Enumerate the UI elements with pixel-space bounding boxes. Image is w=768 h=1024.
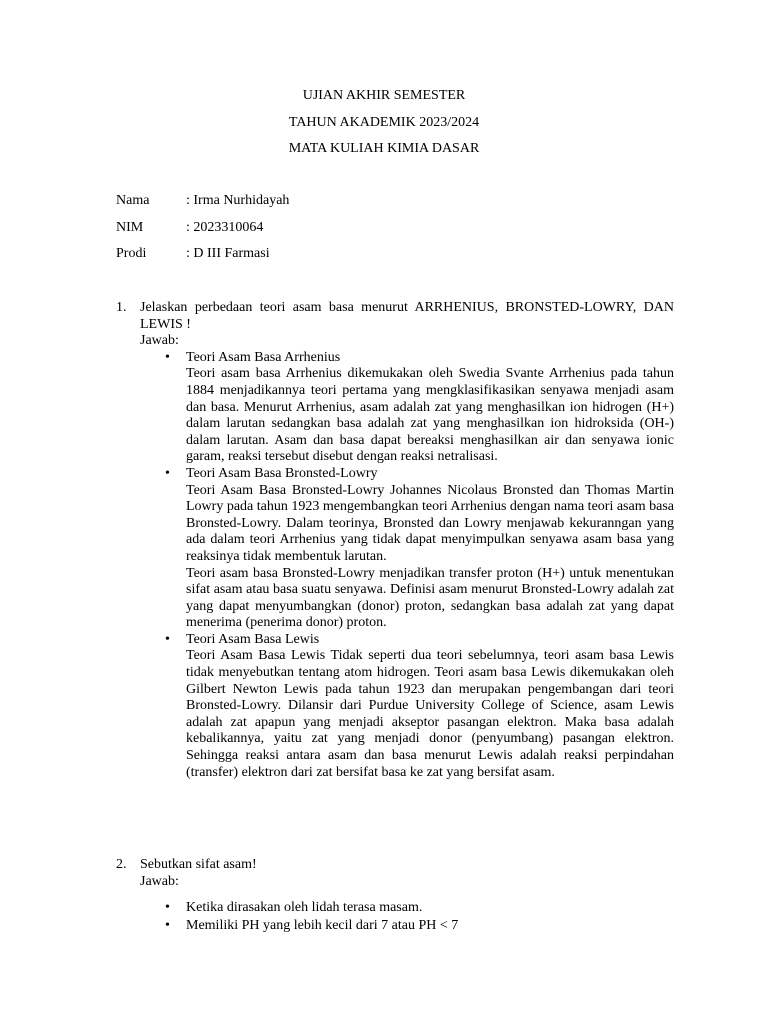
question-1 [116,300,674,781]
answer-list [140,350,674,781]
nim-label: NIM [116,219,144,235]
question-body [140,857,674,934]
list-item [140,900,674,917]
exam-title: UJIAN AKHIR SEMESTER [302,88,466,103]
item-title: Teori Asam Basa Arrhenius [186,349,341,365]
answer-label: Jawab: [140,873,179,889]
bullet-icon: • [165,900,170,916]
bullet-icon: • [165,465,170,481]
prodi-row [116,246,289,273]
question-text: Sebutkan sifat asam! [140,857,257,872]
item-text: Memiliki PH yang lebih kecil dari 7 atau PH < 7 [186,917,459,933]
answer-label: Jawab: [140,333,179,349]
question-number: 1. [116,300,127,315]
answer-list [140,900,674,934]
item-paragraph: Teori asam basa Arrhenius dikemukakan oleh Swedia Svante Arrhenius pada tahun 1884 menjadikannya teori pertama yang mengklasifikasikan senyawa menjadi asam dan basa. Menurut Arrhenius, asam adalah zat yang menghasilkan ion hidrogen (H+) dalam larutan sedangkan basa adalah zat yang menghasilkan ion hidroksida (OH-) dalam larutan. Asam dan basa dapat bereaksi menghasilkan air dan senyawa ionic garam, reaksi tersebut disebut dengan reaksi netralisasi. [186,366,674,465]
academic-year: TAHUN AKADEMIK 2023/2024 [288,114,480,130]
question-text: Jelaskan perbedaan teori asam basa menurut ARRHENIUS, BRONSTED-LOWRY, DAN LEWIS ! [140,300,674,332]
prodi-value: : D III Farmasi [186,246,270,261]
list-item [140,466,674,632]
list-item [140,632,674,781]
item-paragraph: Teori Asam Basa Bronsted-Lowry Johannes Nicolaus Bronsted dan Thomas Martin Lowry pada tahun 1923 mengembangkan teori Arrhenius dengan nama teori asam basa Bronsted-Lowry. Dalam teorinya, Bronsted dan Lowry menjawab kekuranngan yang ada dalam teori Arrhenius yang tidak dapat menyimpulkan senyawa asam basa yang reaksinya tidak membentuk larutan. [186,482,674,564]
nim-row [116,220,289,247]
item-text: Ketika dirasakan oleh lidah terasa masam. [186,900,423,916]
prodi-label: Prodi [116,246,147,261]
name-value: : Irma Nurhidayah [186,193,290,208]
bullet-icon: • [165,349,170,365]
question-number: 2. [116,857,127,872]
list-item [140,350,674,466]
name-row [116,193,289,220]
nim-value: : 2023310064 [186,219,264,235]
student-identity [116,193,289,273]
item-paragraph: Teori Asam Basa Lewis Tidak seperti dua teori sebelumnya, teori asam basa Lewis tidak menyebutkan tentang atom hidrogen. Teori asam basa Lewis dikemukakan oleh Gilbert Newton Lewis pada tahun 1923 dan merupakan pengembangan dari teori Bronsted-Lowry. Dilansir dari Purdue University College of Science, asam Lewis adalah zat apapun yang menjadi akseptor pasangan elektron. Maka basa adalah kebalikannya, yaitu zat yang menjadi donor (penyumbang) pasangan elektron. Sehingga reaksi antara asam dan basa menurut Lewis adalah reaksi perpindahan (transfer) elektron dari zat bersifat basa ke zat yang bersifat asam. [186,648,674,780]
question-2 [116,857,674,935]
question-body [140,300,674,781]
list-item [140,918,674,935]
exam-header [0,88,768,168]
name-label: Nama [116,193,150,208]
course-name: MATA KULIAH KIMIA DASAR [288,141,480,156]
item-title: Teori Asam Basa Lewis [186,631,320,647]
bullet-icon: • [165,631,170,647]
bullet-icon: • [165,917,170,933]
item-paragraph: Teori asam basa Bronsted-Lowry menjadikan transfer proton (H+) untuk menentukan sifat asam atau basa suatu senyawa. Definisi asam menurut Bronsted-Lowry adalah zat yang dapat menyumbangkan (donor) proton, sedangkan basa adalah zat yang dapat menerima (penerima donor) proton. [186,565,674,631]
item-title: Teori Asam Basa Bronsted-Lowry [186,465,378,481]
